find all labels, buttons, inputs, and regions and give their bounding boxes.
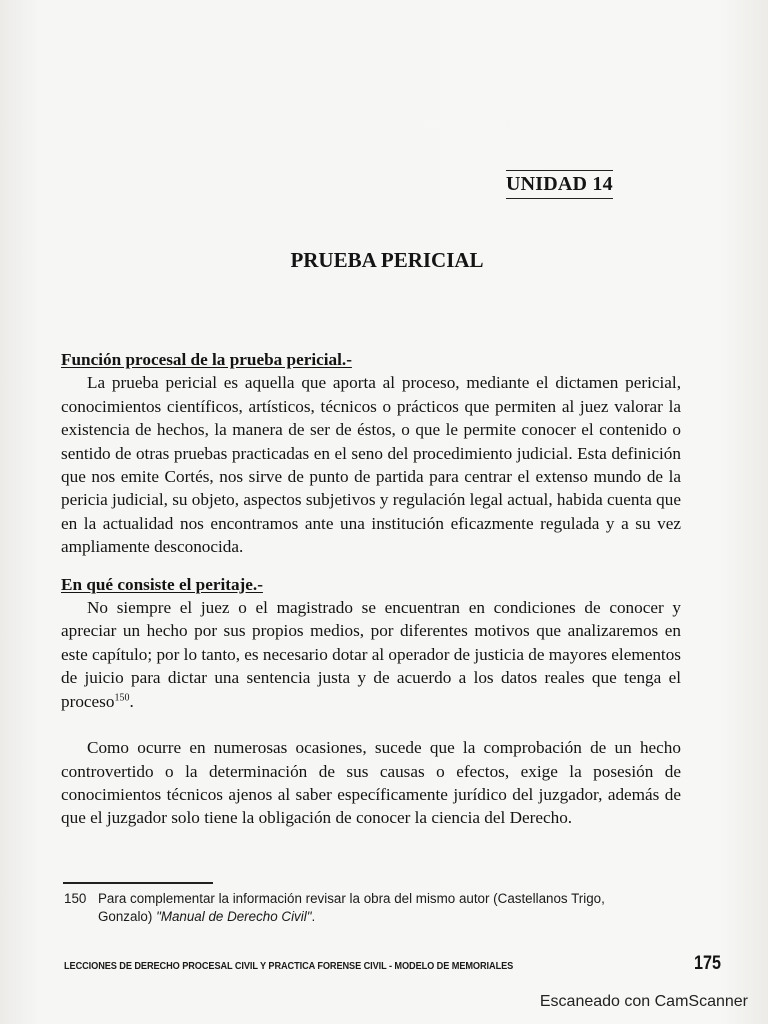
footnote-author: Gonzalo) — [98, 909, 157, 924]
body-content — [61, 348, 681, 830]
section-paragraph-peritaje-2: Como ocurre en numerosas ocasiones, sucede que la comprobación de un hecho controvertido o la determinación de sus causas o efectos, exige la posesión de conocimientos técnicos ajenos al saber específicamente jurídico del juzgador, además de que el juzgador solo tiene la obligación de conocer la ciencia del Derecho. — [61, 738, 681, 828]
chapter-title: PRUEBA PERICIAL — [290, 248, 484, 272]
section-paragraph-peritaje — [61, 596, 681, 713]
footnote-reference[interactable]: 150 — [114, 691, 130, 703]
footnote-end: . — [311, 909, 316, 924]
footnote-book-title: "Manual de Derecho Civil" — [156, 909, 312, 924]
running-footer: LECCIONES DE DERECHO PROCESAL CIVIL Y PRACTICA FORENSE CIVIL - MODELO DE MEMORIALES — [64, 961, 514, 972]
section-heading-peritaje: En qué consiste el peritaje.- — [61, 574, 263, 594]
footnote — [64, 890, 704, 926]
scanner-watermark: Escaneado con CamScanner — [539, 993, 748, 1010]
footnote-divider — [63, 882, 213, 884]
page-number: 175 — [694, 953, 721, 974]
paragraph-text: No siempre el juez o el magistrado se encuentran en condiciones de conocer y apreciar un hecho por sus propios medios, por diferentes motivos que analizaremos en este capítulo; por lo tanto, es necesario dotar al operador de justicia de mayores elementos de juicio para dictar una sentencia justa y de acuerdo a los datos reales que tenga el proceso — [61, 598, 681, 711]
section-heading-funcion: Función procesal de la prueba pericial.- — [61, 350, 352, 369]
footnote-text: Para complementar la información revisar la obra del mismo autor (Castellanos Trigo, — [98, 891, 605, 906]
footnote-line-1 — [64, 890, 704, 908]
unit-title: UNIDAD 14 — [506, 170, 613, 199]
paragraph-end: . — [129, 691, 134, 711]
footnote-line-2 — [64, 908, 704, 926]
footnote-number: 150 — [64, 891, 87, 906]
section-paragraph-funcion: La prueba pericial es aquella que aporta al proceso, mediante el dictamen pericial, conocimientos científicos, artísticos, técnicos o prácticos que permiten al juez valorar la existencia de hechos, la manera de ser de éstos, o que le permite conocer el contenido o sentido de otras pruebas practicadas en el seno del procedimiento judicial. Esta definición que nos emite Cortés, nos sirve de punto de partida para centrar el extenso mundo de la pericia judicial, su objeto, aspectos subjetivos y regulación legal actual, habida cuenta que en la actualidad nos encontramos ante una institución eficazmente regulada y a su vez ampliamente desconocida. — [61, 373, 681, 557]
